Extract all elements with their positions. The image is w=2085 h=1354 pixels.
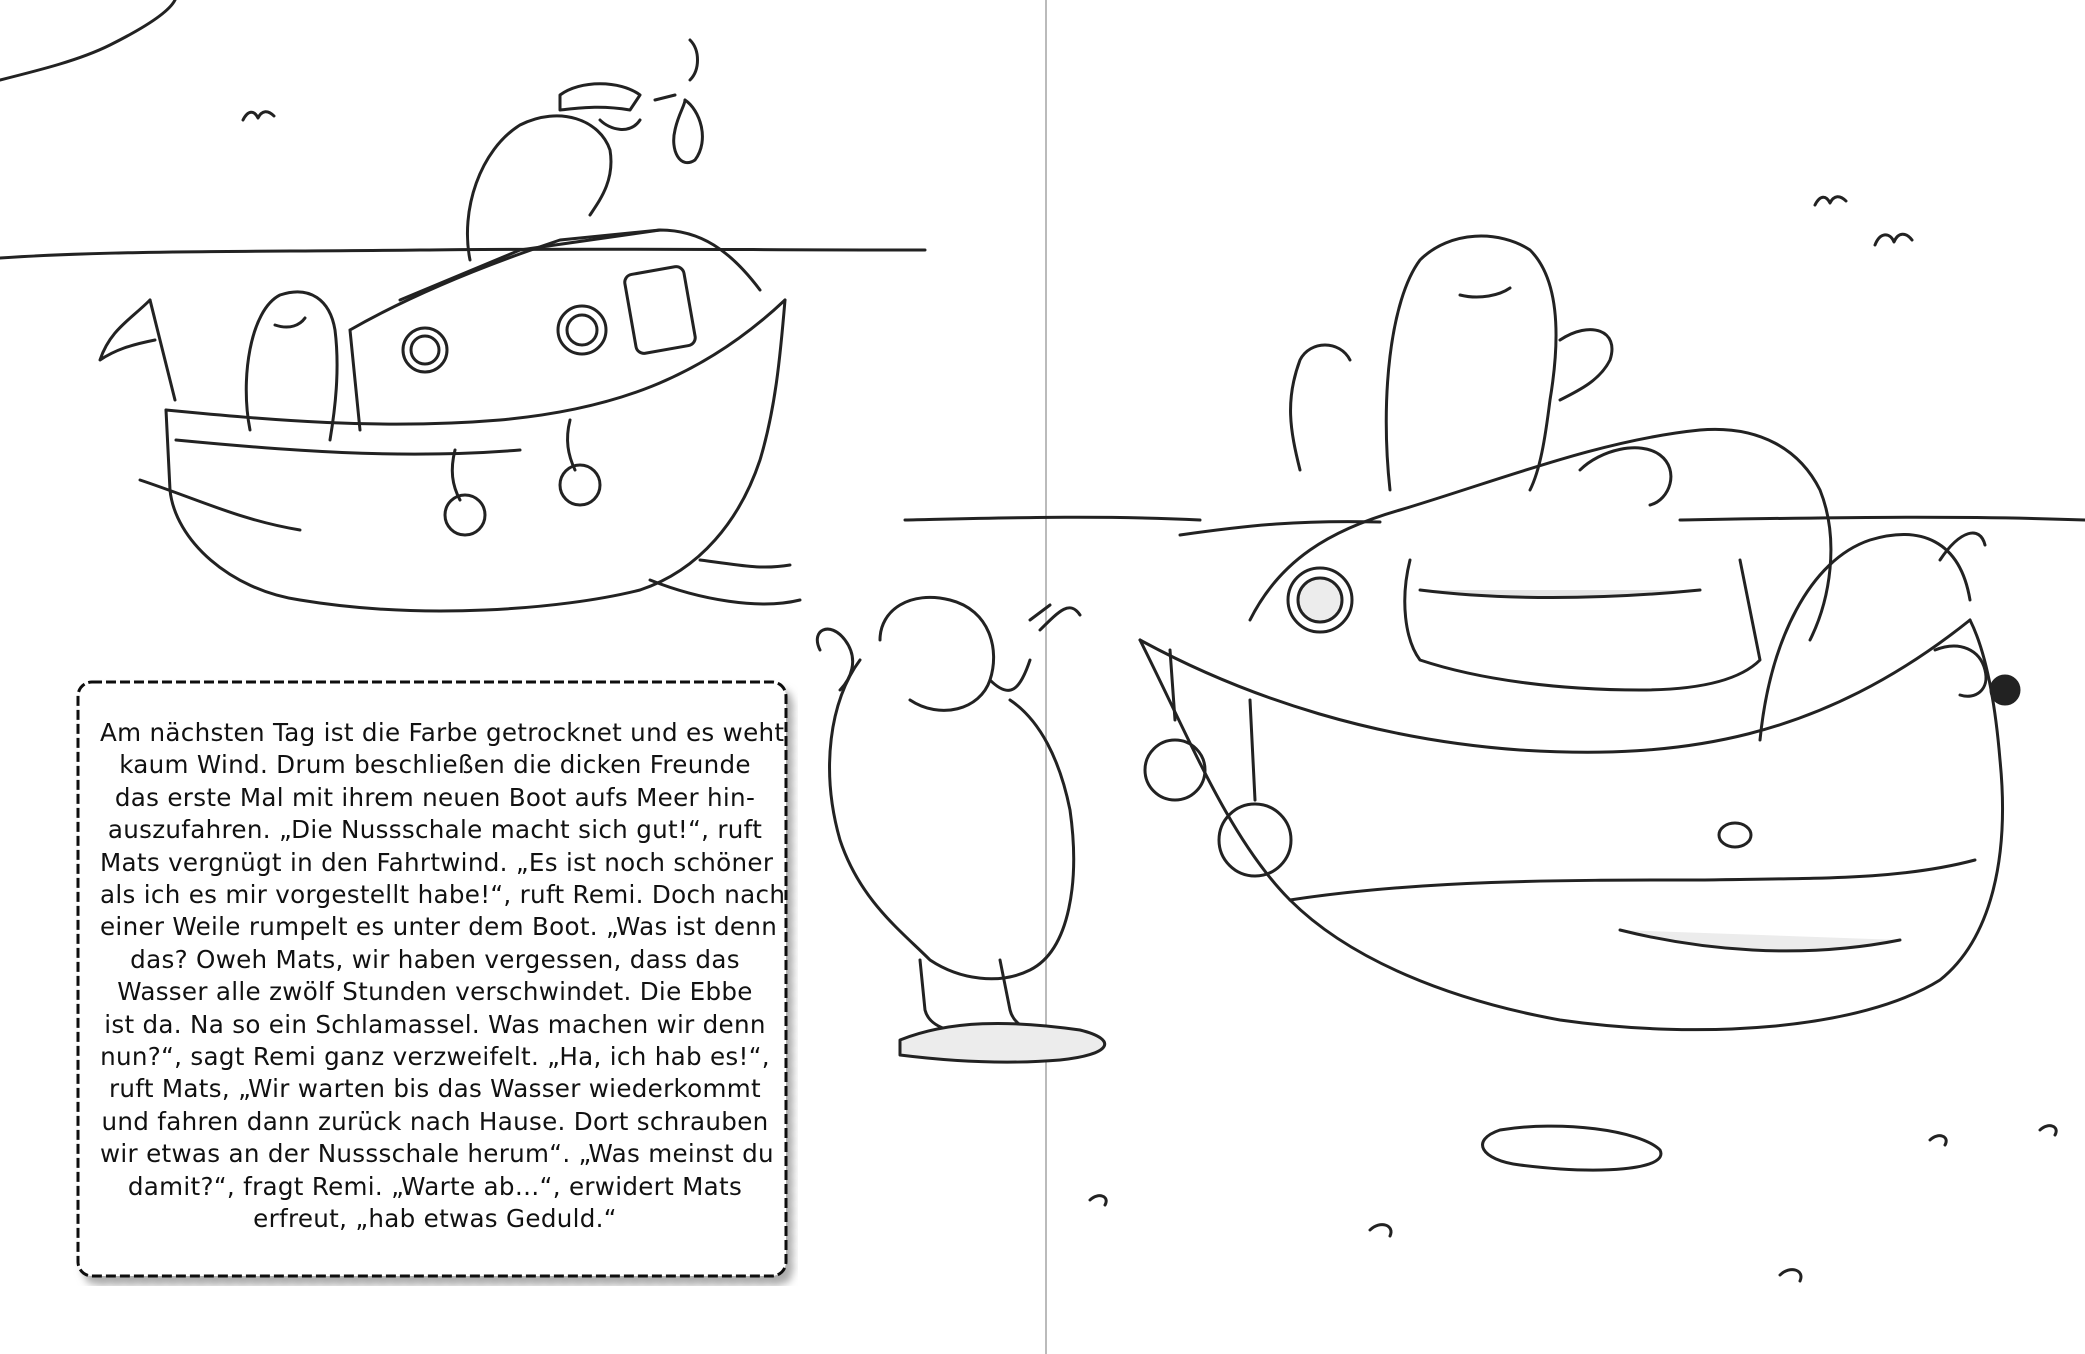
story-line: erfreut, „hab etwas Geduld.“ [253, 1204, 617, 1234]
story-line: nun?“, sagt Remi ganz verzweifelt. „Ha, ich hab es!“, [100, 1042, 770, 1072]
story-line: ruft Mats, „Wir warten bis das Wasser wiederkommt [109, 1074, 761, 1104]
horizon-line-right [905, 517, 2085, 535]
story-line: Mats vergnügt in den Fahrtwind. „Es ist noch schöner [100, 847, 774, 877]
stranded-boat-drawing [1090, 236, 2056, 1281]
story-paragraph [100, 717, 786, 1236]
horizon-line-left [0, 249, 925, 258]
story-line: damit?“, fragt Remi. „Warte ab…“, erwidert Mats [127, 1171, 743, 1201]
cloud-drawing [0, 0, 175, 80]
story-line: als ich es mir vorgestellt habe!“, ruft Remi. Doch nach [100, 880, 786, 910]
story-line: und fahren dann zurück nach Hause. Dort schrauben [101, 1106, 769, 1136]
story-line: das? Oweh Mats, wir haben vergessen, dass das [130, 944, 740, 974]
story-line: einer Weile rumpelt es unter dem Boot. „Was ist denn [100, 912, 778, 942]
seagull-icon [243, 112, 274, 120]
captain-boat-drawing [100, 40, 800, 611]
story-line: Am nächsten Tag ist die Farbe getrocknet und es weht [100, 718, 785, 747]
story-line: ist da. Na so ein Schlamassel. Was machen wir denn [104, 1009, 766, 1039]
story-line: kaum Wind. Drum beschließen die dicken Freunde [119, 750, 751, 780]
story-line: wir etwas an der Nussschale herum“. „Was meinst du [100, 1139, 774, 1169]
story-line: auszufahren. „Die Nussschale macht sich gut!“, ruft [107, 815, 763, 845]
story-line: das erste Mal mit ihrem neuen Boot aufs Meer hin- [114, 782, 756, 812]
story-text-box [72, 676, 798, 1286]
child-character-drawing [817, 597, 1104, 1062]
story-line: Wasser alle zwölf Stunden verschwindet. Die Ebbe [117, 977, 753, 1007]
seagull-icon [1815, 197, 1912, 245]
